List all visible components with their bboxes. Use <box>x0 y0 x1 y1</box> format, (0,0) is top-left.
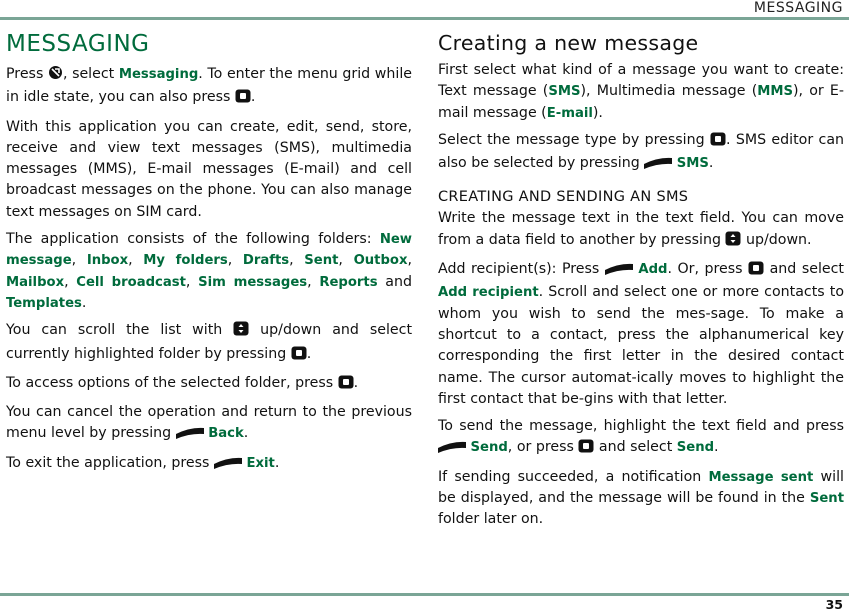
left-column <box>6 26 412 482</box>
keyword: SMS <box>548 84 581 100</box>
right-paragraph-1: First select what kind of a message you want to create: Text message (SMS), Multimedia message (MMS), or E-mail message (E-mail). <box>438 62 844 121</box>
left-paragraph-1: Press , select Messaging. To enter the menu grid while in idle state, you can also press . <box>6 64 412 111</box>
keyword: Exit <box>246 455 275 471</box>
right-paragraph-2: Select the message type by pressing . SMS editor can also be selected by pressing SMS. <box>438 130 844 177</box>
folder-name: Cell broadcast <box>76 274 186 290</box>
keyword: MMS <box>757 84 793 100</box>
keyword: Add <box>638 262 668 278</box>
keyword: Messaging <box>118 67 199 82</box>
keyword: Back <box>208 426 244 442</box>
left-paragraph-7: To exit the application, press Exit. <box>6 453 412 476</box>
folder-name: New message <box>6 232 412 269</box>
right-paragraph-4: Add recipient(s): Press Add. Or, press and select Add recipient. Scroll and select one or more contacts to whom you wish to send the mes-sage. To make a shortcut to a contact, press the alphanumerical key corresponding the first letter in the desired contact name. The cursor automat-ically moves to highlight the first contact that be-gins with that letter. <box>438 261 844 407</box>
folder-name: My folders <box>143 253 228 269</box>
folder-name: Inbox <box>86 253 129 269</box>
keyword: SMS <box>676 156 709 172</box>
right-paragraph-6: If sending succeeded, a notification Message sent will be displayed, and the message will be found in the Sent folder later on. <box>438 468 844 528</box>
left-paragraph-6: You can cancel the operation and return to the previous menu level by pressing Back. <box>6 402 412 447</box>
folder-name: Templates <box>6 295 82 311</box>
keyword: E-mail <box>546 105 593 121</box>
right-paragraph-3: Write the message text in the text field. You can move from a data field to another by pressing up/down. <box>438 208 844 253</box>
folder-name: Reports <box>319 274 378 290</box>
softkey-icon <box>605 261 633 282</box>
select-key-icon <box>748 261 764 282</box>
keyword: Sent <box>809 491 844 507</box>
section-heading: Creating a new message <box>438 31 699 55</box>
keyword: Send <box>676 440 715 456</box>
left-paragraph-5: To access options of the selected folder, press . <box>6 373 412 396</box>
select-key-icon <box>291 346 307 367</box>
folder-name: Outbox <box>353 253 408 269</box>
folder-name: Drafts <box>242 253 290 269</box>
header-title: MESSAGING <box>753 0 843 16</box>
select-key-icon <box>578 439 594 460</box>
softkey-icon <box>176 425 204 446</box>
keyword: Message sent <box>708 469 814 485</box>
folder-name: Mailbox <box>6 274 65 290</box>
page-header <box>0 0 849 20</box>
softkey-icon <box>214 455 242 476</box>
navi-key-icon <box>233 321 249 343</box>
keyword: Send <box>470 440 508 456</box>
select-key-icon <box>710 132 726 153</box>
right-column <box>438 26 844 537</box>
page-number: 35 <box>825 597 843 612</box>
select-key-icon <box>235 89 251 110</box>
left-paragraph-3: The application consists of the following folders: New message, Inbox, My folders, Drafts, Sent, Outbox, Mailbox, Cell broadcast, Sim messages, Reports and Templates. <box>6 231 412 311</box>
left-paragraph-2: With this application you can create, edit, send, store, receive and view text messages (SMS), multimedia messages (MMS), E-mail messages (E-mail) and cell broadcast messages on the phone. You can also manage text messages on SIM card. <box>6 118 412 220</box>
navi-key-icon <box>725 231 741 253</box>
softkey-icon <box>644 155 672 176</box>
right-paragraph-5: To send the message, highlight the text field and press Send, or press and select Send. <box>438 416 844 461</box>
folder-name: Sim messages <box>198 274 308 290</box>
folder-name: Sent <box>304 253 339 269</box>
menu-key-icon <box>48 65 63 87</box>
section-title: MESSAGING <box>6 31 150 57</box>
softkey-icon <box>438 439 466 460</box>
left-paragraph-4: You can scroll the list with up/down and select currently highlighted folder by pressing . <box>6 320 412 367</box>
select-key-icon <box>338 375 354 396</box>
footer-rule <box>0 593 849 596</box>
subsection-heading: CREATING AND SENDING AN SMS <box>438 189 689 206</box>
header-rule <box>0 17 849 20</box>
keyword: Add recipient <box>438 285 539 301</box>
